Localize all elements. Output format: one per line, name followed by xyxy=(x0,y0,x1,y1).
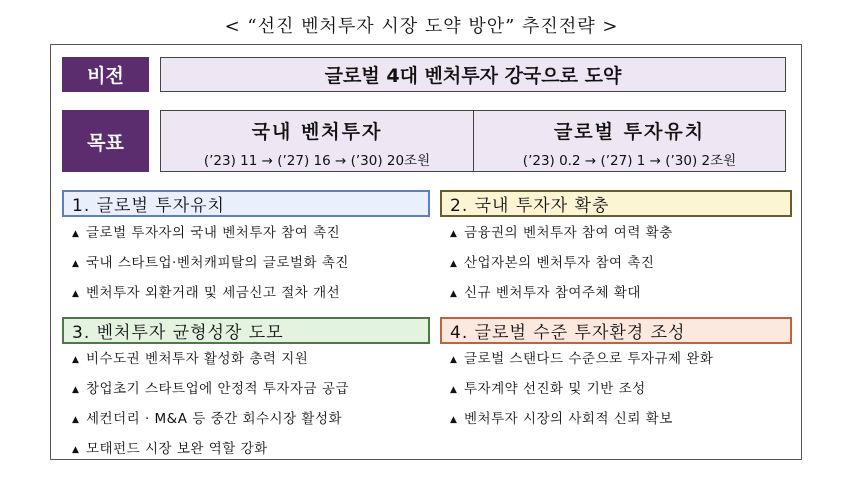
list-item xyxy=(450,282,673,312)
item-text: 창업초기 스타트업에 안정적 투자자금 공급 xyxy=(86,381,349,397)
item-text: 세컨더리 · M&A 등 중간 회수시장 활성화 xyxy=(86,411,343,427)
goal-domestic xyxy=(160,110,474,172)
triangle-bullet-icon: ▲ xyxy=(72,355,80,365)
item-text: 모태펀드 시장 보완 역할 강화 xyxy=(86,441,268,457)
list-item xyxy=(72,408,349,438)
triangle-bullet-icon: ▲ xyxy=(450,355,458,365)
goal-domestic-value: (’23) 11 → (’27) 16 → (’30) 20조원 xyxy=(203,153,431,169)
triangle-bullet-icon: ▲ xyxy=(72,259,80,269)
section-1-header: 1. 글로벌 투자유치 xyxy=(62,190,430,217)
list-item xyxy=(72,252,349,282)
item-text: 금융권의 벤처투자 참여 여력 확충 xyxy=(464,225,673,241)
section-1-list xyxy=(72,222,349,312)
item-text: 벤처투자 시장의 사회적 신뢰 확보 xyxy=(464,411,673,427)
triangle-bullet-icon: ▲ xyxy=(450,259,458,269)
triangle-bullet-icon: ▲ xyxy=(450,229,458,239)
section-4-list xyxy=(450,348,713,438)
triangle-bullet-icon: ▲ xyxy=(72,229,80,239)
triangle-bullet-icon: ▲ xyxy=(450,415,458,425)
section-3-header: 3. 벤처투자 균형성장 도모 xyxy=(62,317,430,344)
triangle-bullet-icon: ▲ xyxy=(72,289,80,299)
item-text: 벤처투자 외환거래 및 세금신고 절차 개선 xyxy=(86,285,341,301)
list-item xyxy=(450,378,713,408)
section-2-header: 2. 국내 투자자 확충 xyxy=(440,190,792,217)
document-title: < “선진 벤처투자 시장 도약 방안” 추진전략 > xyxy=(224,16,619,37)
item-text: 국내 스타트업·벤처캐피탈의 글로벌화 촉진 xyxy=(86,255,349,271)
item-text: 산업자본의 벤처투자 참여 촉진 xyxy=(464,255,655,271)
triangle-bullet-icon: ▲ xyxy=(72,445,80,455)
goal-global xyxy=(474,110,786,172)
list-item xyxy=(450,348,713,378)
triangle-bullet-icon: ▲ xyxy=(72,415,80,425)
vision-text: 글로벌 4대 벤처투자 강국으로 도약 xyxy=(160,57,786,92)
item-text: 글로벌 투자자의 국내 벤처투자 참여 촉진 xyxy=(86,225,341,241)
list-item xyxy=(72,378,349,408)
goal-label: 목표 xyxy=(62,110,149,172)
goal-global-value: (’23) 0.2 → (’27) 1 → (’30) 2조원 xyxy=(522,153,737,169)
list-item xyxy=(72,222,349,252)
list-item xyxy=(72,282,349,312)
item-text: 투자계약 선진화 및 기반 조성 xyxy=(464,381,646,397)
item-text: 글로벌 스탠다드 수준으로 투자규제 완화 xyxy=(464,351,714,367)
triangle-bullet-icon: ▲ xyxy=(72,385,80,395)
triangle-bullet-icon: ▲ xyxy=(450,385,458,395)
goal-domestic-title: 국내 벤처투자 xyxy=(251,121,383,143)
vision-label: 비전 xyxy=(62,57,149,92)
item-text: 비수도권 벤처투자 활성화 총력 지원 xyxy=(86,351,309,367)
section-4-header: 4. 글로벌 수준 투자환경 조성 xyxy=(440,317,792,344)
list-item xyxy=(450,222,673,252)
item-text: 신규 벤처투자 참여주체 확대 xyxy=(464,285,641,301)
list-item xyxy=(450,408,713,438)
section-2-list xyxy=(450,222,673,312)
list-item xyxy=(450,252,673,282)
triangle-bullet-icon: ▲ xyxy=(450,289,458,299)
list-item xyxy=(72,438,349,468)
goal-global-title: 글로벌 투자유치 xyxy=(553,121,706,143)
section-3-list xyxy=(72,348,349,468)
list-item xyxy=(72,348,349,378)
